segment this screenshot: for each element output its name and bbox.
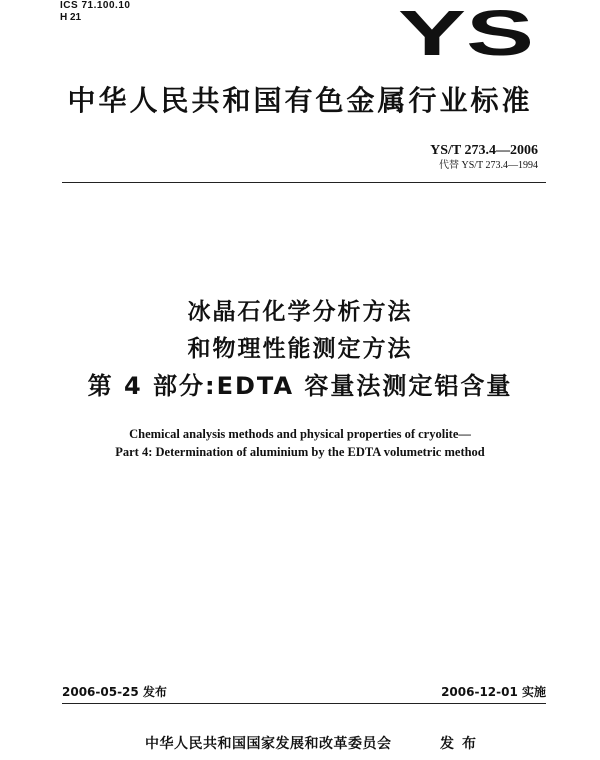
title-en-line1: Chemical analysis methods and physical properties of cryolite—: [129, 427, 471, 441]
issue-label: 发布: [440, 736, 484, 752]
classification-code: H 21: [60, 12, 82, 23]
implement-date: 2006-12-01 实施: [441, 685, 546, 699]
publish-date: 2006-05-25 发布: [62, 685, 167, 699]
title-cn-line2: 和物理性能测定方法: [187, 336, 413, 362]
title-cn-line1: 冰晶石化学分析方法: [187, 299, 413, 325]
standard-number: YS/T 273.4—2006: [430, 143, 538, 158]
top-divider: [62, 182, 546, 183]
bottom-divider: [62, 703, 546, 704]
ys-logo-text: YS: [398, 2, 534, 60]
ys-logo: [396, 2, 536, 60]
replaces-standard: 代替 YS/T 273.4—1994: [439, 160, 538, 171]
title-en-line2: Part 4: Determination of aluminium by the EDTA volumetric method: [115, 445, 485, 459]
ics-code: ICS 71.100.10: [60, 0, 131, 11]
org-title: 中华人民共和国有色金属行业标准: [67, 84, 533, 117]
title-cn-line3: 第 4 部分:EDTA 容量法测定铝含量: [87, 372, 513, 400]
issuing-authority: 中华人民共和国国家发展和改革委员会: [145, 736, 392, 752]
